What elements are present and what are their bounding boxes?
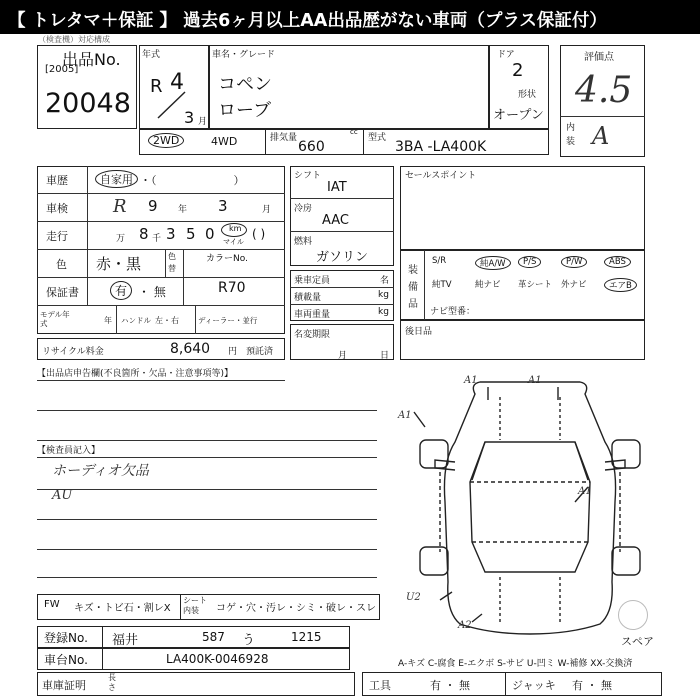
color-no: R70 [218,280,246,296]
fw-label: FW [44,599,60,610]
year-era: R [150,76,163,97]
man-unit: 万 [116,234,126,244]
car-grade: ローブ [218,100,272,121]
jack-value: 有 ・ 無 [572,679,612,692]
color-label: 色 [56,258,67,271]
reg-number: 1215 [291,630,322,644]
drive-4wd: 4WD [211,135,238,148]
damage-mark: U2 [406,592,421,603]
recycle-note: 預託済 [246,347,274,357]
shift-value: IAT [327,180,347,195]
equipment-item: P/S [518,256,541,268]
spec-row [139,129,549,155]
dealer-label: ディーラー・並行 [198,316,258,325]
equipment-item: 純A/W [475,256,511,270]
weight-label: 車両重量 [294,310,331,320]
fuel-value: ガソリン [316,250,369,265]
mileage-d2: 3 [166,225,176,243]
row-line [37,277,285,278]
spare-circle [618,600,648,630]
spec-div2 [363,129,364,155]
reg-class: 587 [202,630,225,644]
equipment-item: エアB [604,278,637,292]
color-no-label: カラーNo. [206,254,248,264]
row-line [290,287,394,288]
weight-unit: kg [378,307,389,317]
row-line [37,221,285,222]
model-year-div [116,305,117,334]
notes-line [37,440,377,441]
reg-kana: う [242,633,256,648]
history-box [37,166,285,334]
model-label: 型式 [368,133,387,143]
tools-div [505,672,506,696]
color-change: 色替 [168,252,176,273]
cert-sub: 長さ [108,673,116,692]
interior-score: A [592,122,610,150]
history-selected: 自家用 [95,170,138,188]
navi-label: ナビ型番： [430,307,476,317]
damage-mark: A1 [464,375,478,386]
row-line [37,305,285,306]
history-label: 車歴 [46,174,68,187]
equipment-item: 外ナビ [561,280,587,290]
ac-value: AAC [322,213,349,228]
top-fragment: （検査機）対応構成 [38,35,110,44]
cc-unit: cc [350,128,358,136]
score-label: 評価点 [584,52,614,63]
interior-label: 内装 [566,123,576,147]
handle-div [195,305,196,334]
reg-place: 福井 [112,633,139,648]
equipment-item: 純TV [432,280,452,290]
header-title: 【 トレタマ＋保証 】 過去6ヶ月以上AA出品歴がない車両（プラス保証付） [8,11,607,31]
inspection-month: 3 [218,197,228,215]
row-line [290,304,394,305]
chassis-div [102,648,103,670]
notes-line [37,519,377,520]
name-label: 車名・グレード [212,50,276,60]
inspector-label: 【検査員記入】 [37,446,101,456]
listing-number: 20048 [45,88,131,119]
body-shape: オープン [493,108,544,123]
sen-unit: 千 [152,234,162,244]
fw-items: キズ・トビ石・割レX [74,603,171,614]
seat-items: コゲ・穴・汚レ・シミ・破レ・スレ [216,603,376,614]
load-unit: kg [378,290,389,300]
km-unit: km [229,224,242,233]
score-value: 4.5 [575,70,633,111]
inspection-month-unit: 月 [262,205,272,215]
equipment-item: ABS [604,256,631,268]
notes-line [37,380,285,381]
model-code: 3BA -LA400K [395,139,487,155]
color-div2 [165,249,166,277]
aftersales-box [400,320,645,360]
history-col-line [87,166,88,305]
notes-line [37,489,377,490]
year-label: 年式 [142,50,161,60]
color-div [183,249,184,305]
warranty-no: ・ 無 [138,285,166,299]
year-value: 4 [170,70,184,95]
capacity-unit: 名 [380,276,390,286]
row-line [37,249,285,250]
row-line [290,198,394,199]
mileage-d1: 8 [139,225,149,243]
aftersales-label: 後日品 [405,327,433,337]
notes-line [37,549,377,550]
damage-mark: A1 [578,486,592,497]
handle-label: ハンドル [121,316,151,325]
drive-2wd: 2WD [148,133,184,148]
listing-label: 出品No. [62,50,121,69]
date-label: 名変期限 [294,330,331,340]
damage-mark: A1 [398,410,412,421]
fuel-label: 燃料 [294,237,313,247]
equip-col-line [424,250,425,320]
month-unit: 月 [198,117,208,127]
displacement-label: 排気量 [270,133,298,143]
warranty-label: 保証書 [46,286,79,299]
row-line [37,193,285,194]
notes-line [37,577,377,578]
damage-mark: A2 [458,620,472,631]
warranty-yes: 有 [110,281,132,300]
recycle-unit: 円 [228,347,238,357]
notes-line [37,410,377,411]
model-year-label: モデル年式 [40,310,70,328]
notes-line [37,457,377,458]
history-rest: ・（ ） [140,174,245,187]
notes-label: 【出品店申告欄(不良箇所・欠品・注意事項等)】 [37,369,234,379]
shape-label: 形状 [518,90,537,100]
mileage-d3: 5 [186,225,196,243]
cert-label: 車庫証明 [42,679,86,692]
tools-value: 有 ・ 無 [430,679,470,692]
spare-label: スペア [621,635,654,648]
inspection-era: R [113,196,127,217]
damage-mark: A1 [528,375,542,386]
shift-label: シフト [294,171,322,181]
car-name: コペン [218,74,272,95]
equipment-label: 装備品 [408,265,418,310]
fw-div [180,594,181,620]
reg-label: 登録No. [44,631,88,645]
inspection-label: 車検 [46,202,68,215]
jack-label: ジャッキ [512,679,556,692]
inspection-year-unit: 年 [178,205,188,215]
mileage-paren: ( ) [252,227,266,241]
recycle-amount: 8,640 [170,341,211,357]
capacity-label: 乗車定員 [294,276,331,286]
sales-label: セールスポイント [405,171,477,181]
color-value: 赤・黒 [96,255,142,273]
load-label: 積載量 [294,293,322,303]
mileage-label: 走行 [46,230,68,243]
seat-label: シート内装 [183,596,207,615]
inspector-note-2: AU [52,488,73,503]
row-line [290,231,394,232]
spec-div1 [265,129,266,155]
equipment-item: 純ナビ [475,280,501,290]
model-year-unit: 年 [104,316,112,325]
recycle-label: リサイクル料金 [42,347,104,357]
reg-div [102,626,103,648]
inspector-note-1: ホーディオ欠品 [52,463,149,479]
date-month: 月 [338,351,348,361]
tools-label: 工具 [369,679,391,692]
legend: A-キズ C-腐食 E-エクボ S-サビ U-凹ミ W-補修 XX-交換済 [398,659,633,669]
mile-unit: マイル [223,238,244,246]
door-count: 2 [512,60,524,81]
score-divider [560,116,645,117]
date-day: 日 [380,351,390,361]
equipment-item: P/W [561,256,587,268]
ac-label: 冷房 [294,204,313,214]
door-label: ドア [497,50,515,60]
month-value: 3 [184,108,195,127]
equipment-item: S/R [432,256,447,266]
small-code: [2005] [45,64,79,75]
chassis-number: LA400K-0046928 [166,652,269,666]
handle-value: 左・右 [155,316,179,325]
chassis-label: 車台No. [44,653,88,667]
inspection-year: 9 [148,197,158,215]
displacement: 660 [298,139,325,155]
mileage-d4: 0 [205,225,215,243]
equipment-item: 革シート [518,280,553,290]
